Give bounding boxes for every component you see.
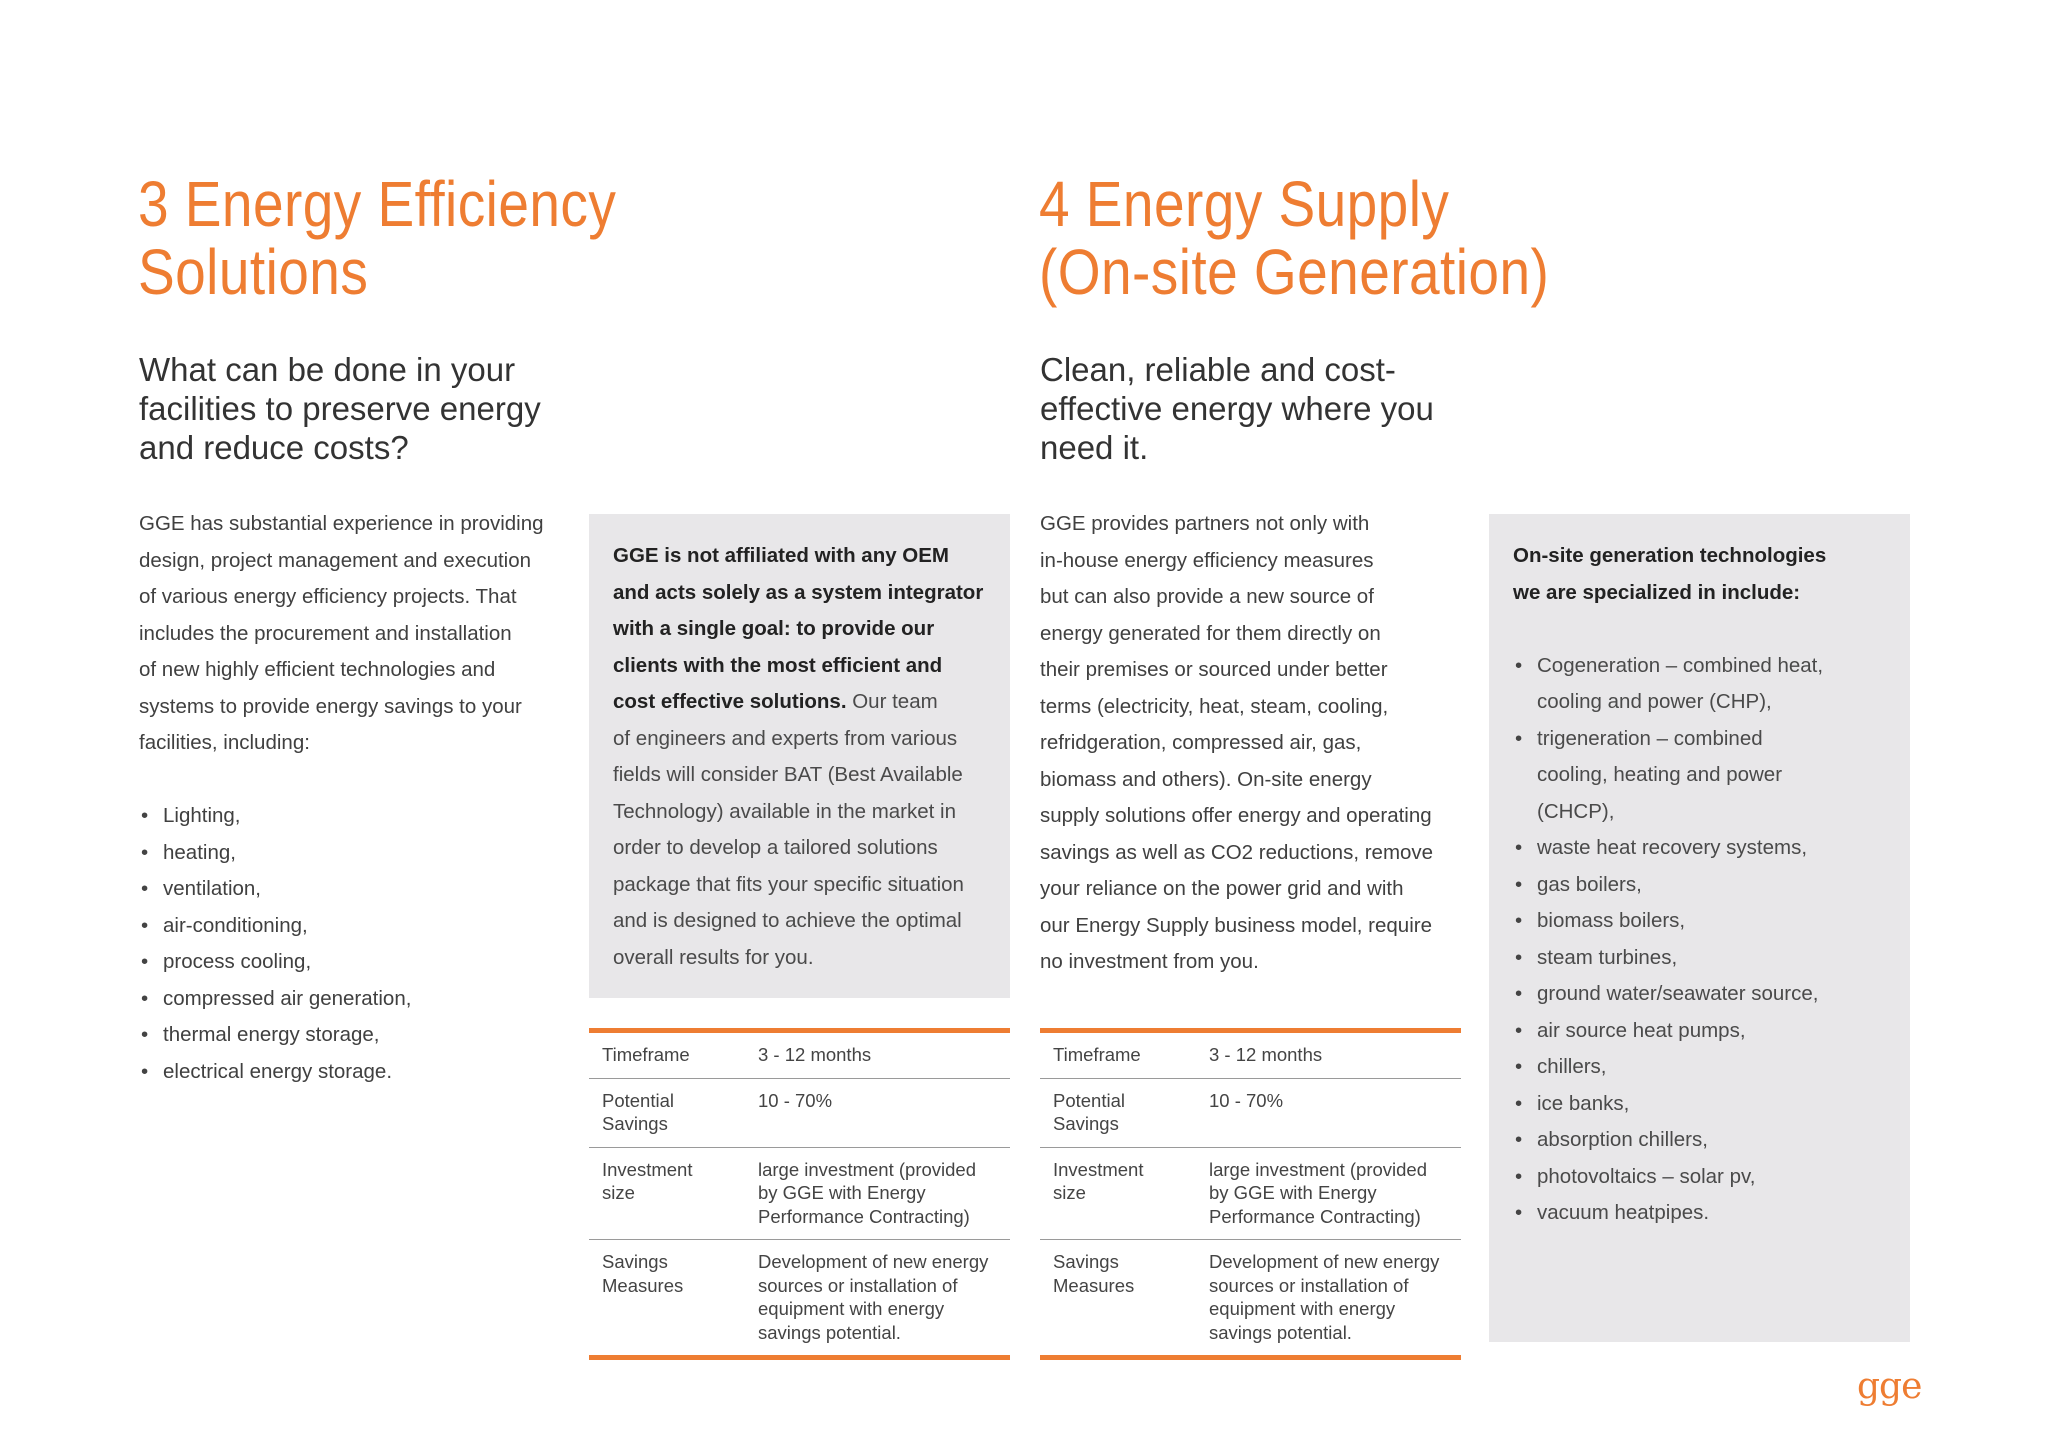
title-line: 3 Energy Efficiency — [138, 168, 617, 240]
table-key: Investment size — [1040, 1147, 1196, 1240]
list-item: • Cogeneration – combined heat, cooling and power (CHP), — [1513, 648, 1903, 721]
body-line: but can also provide a new source of — [1040, 585, 1374, 608]
title-line: (On-site Generation) — [1039, 236, 1550, 308]
body-line: systems to provide energy savings to your — [139, 694, 522, 718]
title-line: 4 Energy Supply — [1039, 168, 1450, 240]
box-heading-line: we are specialized in include: — [1513, 580, 1801, 604]
body-line: their premises or sourced under better — [1040, 658, 1388, 681]
box-line: overall results for you. — [613, 945, 814, 969]
box-line: of engineers and experts from various — [613, 726, 958, 750]
list-item: • trigeneration – combined cooling, heating and power (CHCP), — [1513, 721, 1903, 831]
body-line: refridgeration, compressed air, gas, — [1040, 731, 1362, 754]
body-line: of new highly efficient technologies and — [139, 658, 496, 681]
section-4-body — [1040, 506, 1480, 981]
list-item: • photovoltaics – solar pv, — [1513, 1159, 1903, 1196]
table-row — [589, 1078, 1010, 1147]
subtitle-line: Clean, reliable and cost- — [1040, 351, 1396, 388]
table-key: Savings Measures — [602, 1251, 684, 1296]
section-3-subtitle — [139, 350, 541, 467]
body-line: our Energy Supply business model, require — [1040, 913, 1432, 937]
body-line: in-house energy efficiency measures — [1040, 548, 1374, 572]
table-value: 10 - 70% — [1196, 1078, 1461, 1147]
box-line: and is designed to achieve the optimal — [613, 909, 962, 932]
list-item: • ventilation, — [139, 871, 579, 908]
list-item: • ice banks, — [1513, 1086, 1903, 1123]
box-bold-line: and acts solely as a system integrator — [613, 580, 984, 604]
title-line: Solutions — [138, 236, 369, 308]
body-line: supply solutions offer energy and operating — [1040, 804, 1432, 827]
table-row — [589, 1147, 1010, 1240]
body-line: includes the procurement and installation — [139, 621, 512, 645]
technologies-box — [1489, 514, 1910, 1342]
box-bold-line: GGE is not affiliated with any OEM — [613, 544, 950, 567]
supply-info-table — [1040, 1028, 1461, 1360]
box-heading-line: On-site generation technologies — [1513, 544, 1827, 567]
technologies-list — [1513, 648, 1903, 1232]
table-key: Potential Savings — [1040, 1078, 1196, 1147]
section-4-subtitle — [1040, 350, 1434, 467]
body-line: of various energy efficiency projects. That — [139, 585, 517, 608]
box-line: fields will consider BAT (Best Available — [613, 763, 963, 786]
table-key: Timeframe — [589, 1033, 745, 1078]
subtitle-line: and reduce costs? — [139, 429, 409, 466]
subtitle-line: What can be done in your — [139, 351, 516, 388]
body-line: biomass and others). On-site energy — [1040, 767, 1372, 791]
table-value: 10 - 70% — [745, 1078, 1010, 1147]
table-value: large investment (provided by GGE with Energy Performance Contracting) — [1196, 1147, 1461, 1240]
table-row — [1040, 1078, 1461, 1147]
table-row — [1040, 1147, 1461, 1240]
list-item: • Lighting, — [139, 798, 579, 835]
table-key: Savings Measures — [1053, 1251, 1135, 1296]
table-value: large investment (provided by GGE with Energy Performance Contracting) — [745, 1147, 1010, 1240]
list-item: • compressed air generation, — [139, 981, 579, 1018]
efficiency-measures-list — [139, 798, 579, 1090]
list-item: • waste heat recovery systems, — [1513, 830, 1903, 867]
table-value: Development of new energy sources or installation of equipment with energy savings potential. — [1209, 1251, 1440, 1343]
body-line: no investment from you. — [1040, 950, 1259, 973]
body-line: GGE has substantial experience in providing — [139, 512, 544, 535]
table-row — [589, 1033, 1010, 1078]
gge-logo: gge — [1857, 1366, 1922, 1407]
list-item: • gas boilers, — [1513, 867, 1903, 904]
subtitle-line: need it. — [1040, 429, 1149, 466]
table-key: Timeframe — [1040, 1033, 1196, 1078]
body-line: terms (electricity, heat, steam, cooling, — [1040, 694, 1389, 718]
box-bold-line: with a single goal: to provide our — [613, 617, 935, 640]
subtitle-line: facilities to preserve energy — [139, 390, 541, 427]
list-item: • thermal energy storage, — [139, 1017, 579, 1054]
system-integrator-box — [589, 514, 1010, 998]
list-item: • ground water/seawater source, — [1513, 976, 1903, 1013]
list-item: • process cooling, — [139, 944, 579, 981]
section-3-body — [139, 506, 579, 1090]
body-line: energy generated for them directly on — [1040, 621, 1381, 645]
list-item: • air-conditioning, — [139, 908, 579, 945]
list-item: • steam turbines, — [1513, 940, 1903, 977]
list-item: • chillers, — [1513, 1049, 1903, 1086]
box-line: package that fits your specific situation — [613, 872, 964, 896]
body-line: facilities, including: — [139, 731, 310, 754]
body-line: GGE provides partners not only with — [1040, 512, 1370, 535]
efficiency-info-table — [589, 1028, 1010, 1360]
body-line: savings as well as CO2 reductions, remove — [1040, 840, 1434, 864]
subtitle-line: effective energy where you — [1040, 390, 1434, 427]
list-item: • air source heat pumps, — [1513, 1013, 1903, 1050]
table-row — [1040, 1033, 1461, 1078]
list-item: • vacuum heatpipes. — [1513, 1195, 1903, 1232]
box-line: Technology) available in the market in — [613, 799, 956, 823]
table-value: Development of new energy sources or installation of equipment with energy savings potential. — [758, 1251, 989, 1343]
body-line: design, project management and execution — [139, 548, 532, 572]
list-item: • absorption chillers, — [1513, 1122, 1903, 1159]
body-line: your reliance on the power grid and with — [1040, 877, 1404, 900]
section-4-title — [1039, 170, 1549, 306]
table-value: 3 - 12 months — [745, 1033, 1010, 1078]
table-key: Potential Savings — [589, 1078, 745, 1147]
section-3-title — [138, 170, 616, 306]
list-item: • electrical energy storage. — [139, 1054, 579, 1091]
table-value: 3 - 12 months — [1196, 1033, 1461, 1078]
box-mixed-line: cost effective solutions. Our team — [613, 690, 938, 713]
list-item: • biomass boilers, — [1513, 903, 1903, 940]
list-item: • heating, — [139, 835, 579, 872]
box-line: order to develop a tailored solutions — [613, 836, 938, 859]
table-key: Investment size — [589, 1147, 745, 1240]
table-row — [589, 1240, 1010, 1356]
table-row — [1040, 1240, 1461, 1356]
box-bold-line: clients with the most efficient and — [613, 653, 943, 677]
